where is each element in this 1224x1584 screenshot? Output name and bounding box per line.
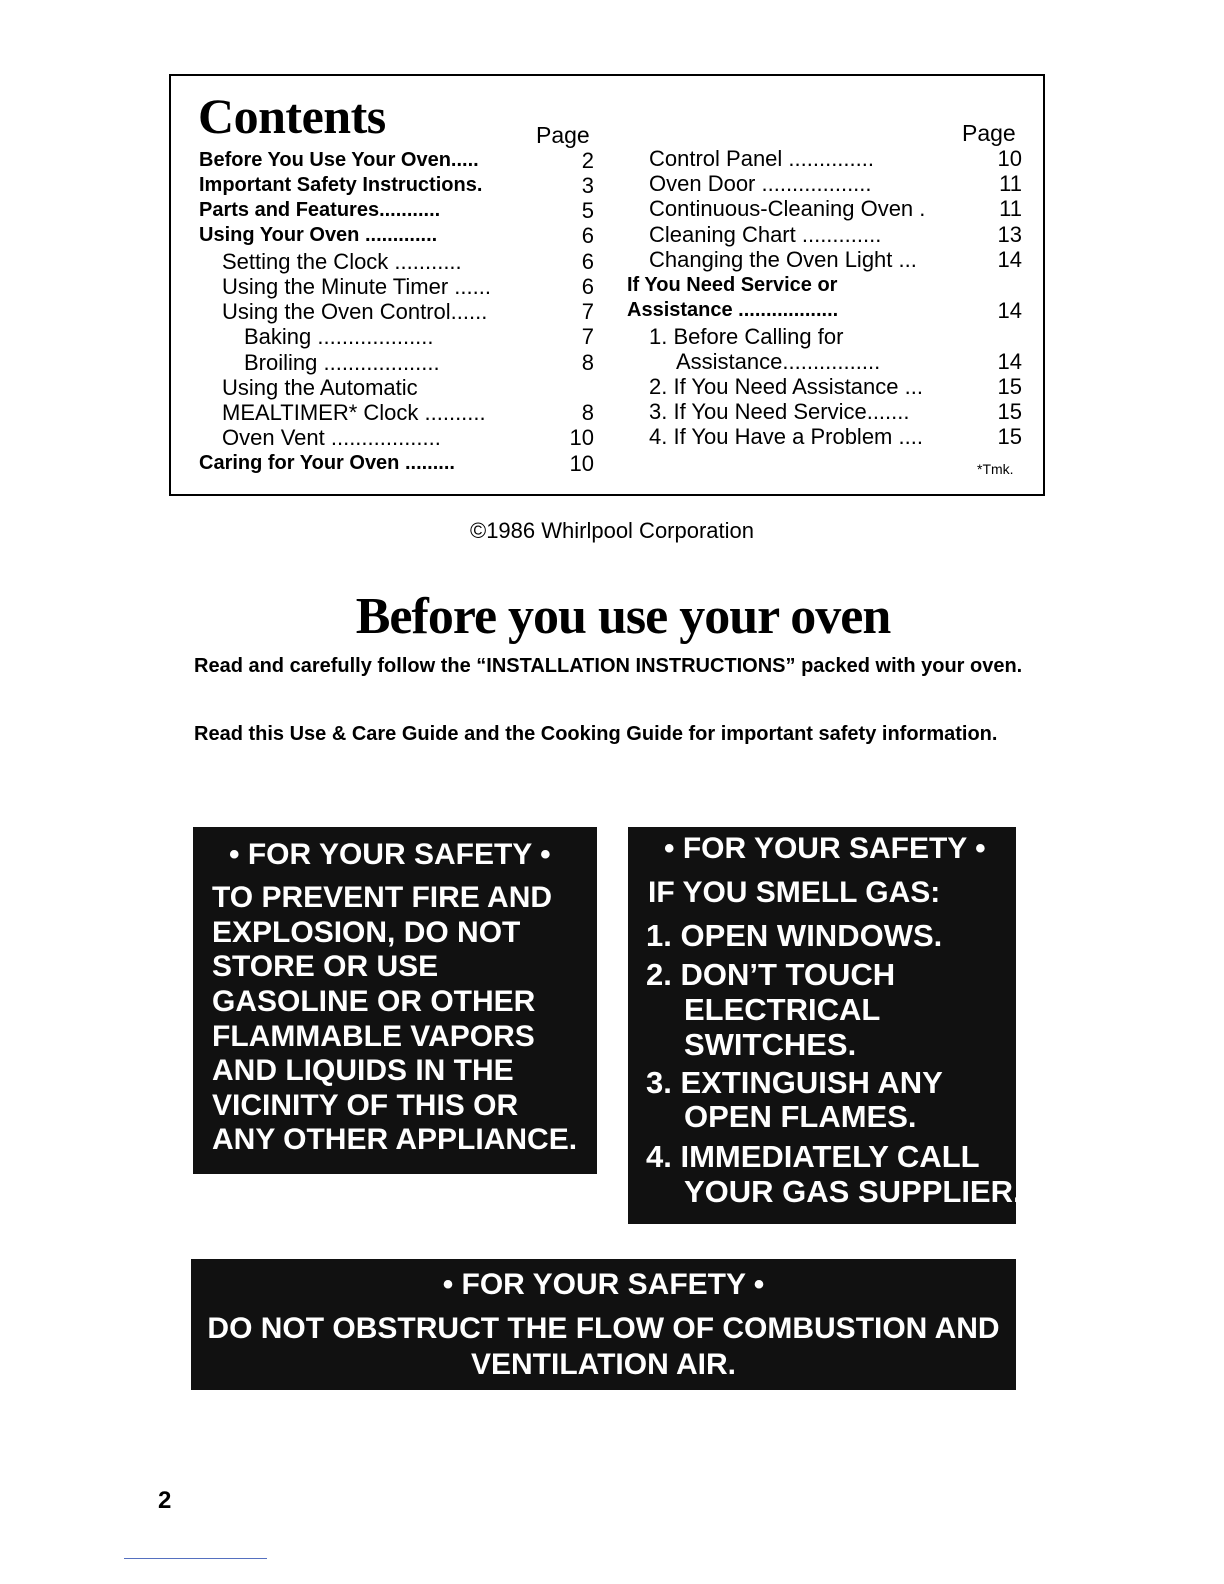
toc-entry-page: 11 [999, 196, 1022, 221]
toc-entry-title: Setting the Clock ........... [222, 249, 462, 274]
toc-entry-title: Assistance................ [676, 349, 881, 374]
toc-entry-page: 10 [997, 146, 1022, 171]
safety-line: TO PREVENT FIRE AND [212, 881, 553, 914]
copyright-line: ©1986 Whirlpool Corporation [469, 518, 755, 543]
toc-entry-title: Control Panel .............. [649, 146, 874, 171]
safety-line: OPEN FLAMES. [684, 1099, 917, 1134]
safety-warning-ventilation [191, 1259, 1016, 1390]
page-number: 2 [158, 1487, 172, 1514]
toc-entry-page: 5 [581, 198, 594, 223]
safety-line: 3. EXTINGUISH ANY [646, 1065, 943, 1100]
toc-entry-page: 2 [581, 148, 594, 173]
toc-entry-title: 4. If You Have a Problem .... [649, 424, 923, 449]
toc-entry-page: 8 [581, 400, 594, 425]
safety-line: 2. DON’T TOUCH [646, 957, 896, 992]
toc-entry-title: If You Need Service or [627, 274, 838, 296]
safety-line: GASOLINE OR OTHER [212, 985, 536, 1018]
toc-entry-title: MEALTIMER* Clock .......... [222, 400, 486, 425]
intro-paragraph: Read and carefully follow the “INSTALLATION INSTRUCTIONS” packed with your oven. [194, 655, 1023, 677]
page-column-header-left: Page [536, 122, 590, 148]
toc-entry-title: Cleaning Chart ............. [649, 222, 882, 247]
toc-entry-title: Continuous-Cleaning Oven . [649, 196, 926, 221]
toc-entry-page: 7 [581, 299, 594, 324]
intro-paragraph: Read this Use & Care Guide and the Cooking Guide for important safety information. [194, 723, 998, 745]
toc-entry-title: Changing the Oven Light ... [649, 247, 917, 272]
safety-line: AND LIQUIDS IN THE [212, 1054, 514, 1087]
toc-entry-title: Caring for Your Oven ......... [199, 452, 455, 474]
toc-entry-page: 6 [581, 249, 594, 274]
footer-rule [124, 1558, 267, 1559]
safety-warning-gas [628, 827, 1022, 1224]
toc-entry-title: 2. If You Need Assistance ... [649, 374, 923, 399]
toc-entry-title: Broiling ................... [244, 350, 440, 375]
safety-line: YOUR GAS SUPPLIER. [684, 1174, 1022, 1209]
toc-entry-page: 15 [997, 374, 1022, 399]
toc-entry-page: 14 [997, 247, 1022, 272]
safety-line: STORE OR USE [212, 950, 439, 983]
toc-entry-page: 3 [581, 173, 594, 198]
toc-entry-title: Before You Use Your Oven..... [199, 149, 479, 171]
page-column-header-right: Page [962, 120, 1016, 146]
toc-entry-title: Oven Vent .................. [222, 425, 441, 450]
toc-entry-page: 6 [581, 223, 594, 248]
safety-line: VICINITY OF THIS OR [212, 1089, 519, 1122]
safety-line: 4. IMMEDIATELY CALL [646, 1139, 980, 1174]
safety-line: VENTILATION AIR. [471, 1348, 736, 1381]
toc-entry-page: 15 [997, 399, 1022, 424]
toc-entry-page: 14 [997, 298, 1022, 323]
toc-entry-page: 8 [581, 350, 594, 375]
safety-heading: • FOR YOUR SAFETY • [229, 838, 551, 871]
toc-entry-page: 10 [569, 451, 594, 476]
toc-entry-page: 15 [997, 424, 1022, 449]
safety-line: DO NOT OBSTRUCT THE FLOW OF COMBUSTION AND [207, 1312, 1000, 1345]
section-title: Before you use your oven [355, 588, 891, 645]
safety-line: EXPLOSION, DO NOT [212, 916, 521, 949]
toc-entry-title: Using the Minute Timer ...... [222, 274, 491, 299]
toc-entry-page: 6 [581, 274, 594, 299]
contents-title: Contents [198, 88, 386, 144]
safety-line: SWITCHES. [684, 1027, 857, 1062]
safety-heading: • FOR YOUR SAFETY • [664, 832, 986, 865]
safety-line: 1. OPEN WINDOWS. [646, 918, 943, 953]
toc-entry-page: 10 [569, 425, 594, 450]
toc-entry-title: Parts and Features........... [199, 199, 441, 221]
toc-entry-title: Important Safety Instructions. [199, 174, 483, 196]
toc-entry-page: 14 [997, 349, 1022, 374]
safety-line: IF YOU SMELL GAS: [648, 876, 941, 909]
toc-entry-title: Baking ................... [244, 324, 434, 349]
toc-entry-page: 11 [999, 171, 1022, 196]
safety-line: FLAMMABLE VAPORS [212, 1020, 535, 1053]
toc-entry-title: Oven Door .................. [649, 171, 872, 196]
safety-line: ELECTRICAL [684, 992, 881, 1027]
toc-entry-title: Using the Automatic [222, 375, 418, 400]
toc-entry-page: 7 [581, 324, 594, 349]
toc-entry-title: 1. Before Calling for [649, 324, 844, 349]
safety-warning-fire [193, 827, 597, 1174]
toc-entry-title: Assistance .................. [627, 299, 839, 321]
safety-line: ANY OTHER APPLIANCE. [212, 1123, 578, 1156]
toc-entry-title: Using Your Oven ............. [199, 224, 438, 246]
toc-entry-title: 3. If You Need Service....... [649, 399, 910, 424]
toc-entry-title: Using the Oven Control...... [222, 299, 488, 324]
safety-heading: • FOR YOUR SAFETY • [442, 1268, 765, 1301]
trademark-note: *Tmk. [977, 461, 1014, 477]
toc-entry-page: 13 [997, 222, 1022, 247]
